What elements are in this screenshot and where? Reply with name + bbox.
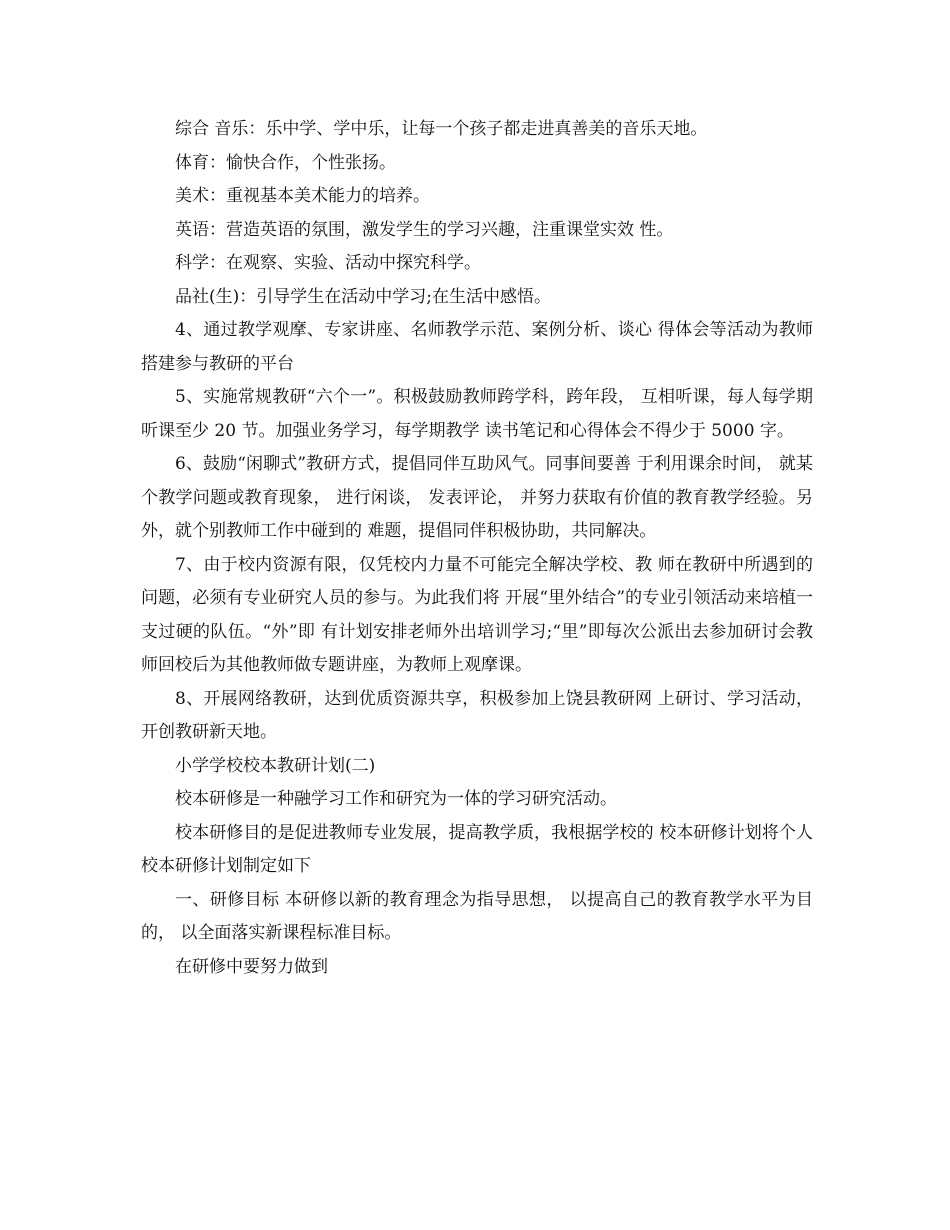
document-body [141, 113, 813, 984]
section-title: 小学学校校本教研计划(二) [175, 755, 376, 776]
paragraph-science: 科学：在观察、实验、活动中探究科学。 [175, 253, 481, 273]
paragraph-english: 英语：营造英语的氛围，激发学生的学习兴趣，注重课堂实效 性。 [175, 219, 674, 240]
paragraph-art: 美术：重视基本美术能力的培养。 [175, 186, 430, 206]
paragraph-effort: 在研修中要努力做到 [175, 956, 328, 977]
paragraph-item-8: 8、开展网络教研，达到优质资源共享，积极参加上饶县教研网 上研讨、学习活动，开创教研新天地。 [141, 688, 813, 742]
paragraph-item-7: 7、由于校内资源有限，仅凭校内力量不可能完全解决学校、教 师在教研中所遇到的问题，必须有专业研究人员的参与。为此我们将 开展“里外结合”的专业引领活动来培植一支过硬的队伍。“外”即 有计划安排老师外出培训学习;“里”即每次公派出去参加研讨会教 师回校后为其他教师做专题讲座，为教师上观摩课。 [141, 554, 813, 675]
paragraph-purpose: 校本研修目的是促进教师专业发展，提高教学质，我根据学校的 校本研修计划将个人校本研修计划制定如下 [141, 822, 813, 876]
paragraph-item-5: 5、实施常规教研“六个一”。积极鼓励教师跨学科，跨年段， 互相听课，每人每学期听课至少 20 节。加强业务学习，每学期教学 读书笔记和心得体会不得少于 5000 字。 [141, 387, 813, 441]
paragraph-social: 品社(生)：引导学生在活动中学习;在生活中感悟。 [175, 286, 551, 307]
paragraph-item-6: 6、鼓励“闲聊式”教研方式，提倡同伴互助风气。同事间要善 于利用课余时间， 就某个教学问题或教育现象， 进行闲谈， 发表评论， 并努力获取有价值的教育教学经验。另外，就个别教师工作中碰到的 难题，提倡同伴积极协助，共同解决。 [141, 454, 813, 541]
paragraph-pe: 体育：愉快合作，个性张扬。 [175, 152, 396, 173]
paragraph-intro: 校本研修是一种融学习工作和研究为一体的学习研究活动。 [175, 789, 617, 809]
paragraph-item-4: 4、通过教学观摩、专家讲座、名师教学示范、案例分析、谈心 得体会等活动为教师搭建参与教研的平台 [141, 320, 813, 374]
paragraph-music: 综合 音乐：乐中学、学中乐，让每一个孩子都走进真善美的音乐天地。 [175, 119, 708, 139]
paragraph-goal: 一、研修目标 本研修以新的教育理念为指导思想， 以提高自己的教育教学水平为目的， 以全面落实新课程标准目标。 [141, 889, 813, 943]
